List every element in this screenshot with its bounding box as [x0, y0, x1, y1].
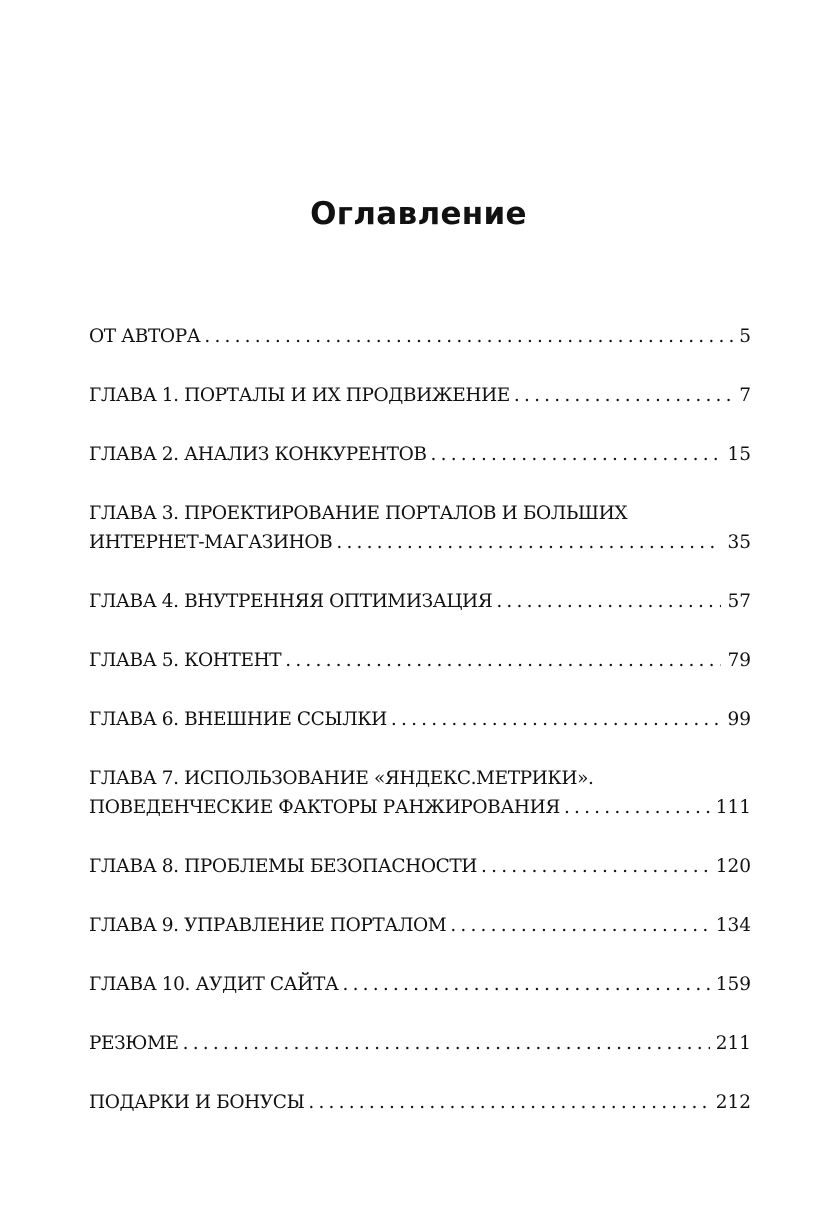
toc-entry[interactable] — [89, 764, 751, 822]
toc-page-number: 211 — [715, 1033, 751, 1054]
page-title: Оглавление — [310, 196, 527, 232]
toc-entry[interactable] — [89, 646, 751, 675]
toc-page-number: 15 — [727, 444, 751, 465]
dot-leader — [481, 852, 710, 881]
toc-entry-title: ПОВЕДЕНЧЕСКИЕ ФАКТОРЫ РАНЖИРОВАНИЯ — [89, 797, 560, 818]
dot-leader — [308, 1088, 709, 1117]
toc-page-number: 57 — [727, 591, 751, 612]
toc-page-number: 99 — [727, 709, 751, 730]
toc-entry-title: ПОДАРКИ И БОНУСЫ — [89, 1092, 305, 1113]
toc-entry[interactable] — [89, 705, 751, 734]
toc-entry-title: ОТ АВТОРА — [89, 326, 201, 347]
toc-entry[interactable] — [89, 587, 751, 616]
toc-entry[interactable] — [89, 1088, 751, 1117]
toc-entry[interactable] — [89, 1029, 751, 1058]
toc-entry-title: ГЛАВА 9. УПРАВЛЕНИЕ ПОРТАЛОМ — [89, 915, 447, 936]
toc-entry-title: ГЛАВА 8. ПРОБЛЕМЫ БЕЗОПАСНОСТИ — [89, 856, 478, 877]
toc-entry[interactable] — [89, 440, 751, 469]
dot-leader — [183, 1029, 710, 1058]
dot-leader — [336, 528, 721, 557]
toc-entry[interactable] — [89, 911, 751, 940]
toc-entry-title: ГЛАВА 4. ВНУТРЕННЯЯ ОПТИМИЗАЦИЯ — [89, 591, 493, 612]
toc-entry-title: ГЛАВА 2. АНАЛИЗ КОНКУРЕНТОВ — [89, 444, 427, 465]
toc-page-number: 159 — [715, 974, 751, 995]
toc-page-number: 212 — [715, 1092, 751, 1113]
toc-entry-title-line: ГЛАВА 7. ИСПОЛЬЗОВАНИЕ «ЯНДЕКС.МЕТРИКИ». — [89, 768, 594, 789]
toc-page-number: 79 — [727, 650, 751, 671]
toc-entry-title: РЕЗЮМЕ — [89, 1033, 179, 1054]
dot-leader — [514, 381, 733, 410]
dot-leader — [391, 705, 722, 734]
toc-entry-title: ИНТЕРНЕТ-МАГАЗИНОВ — [89, 532, 333, 553]
toc-page-number: 134 — [715, 915, 751, 936]
toc-entry-title: ГЛАВА 1. ПОРТАЛЫ И ИХ ПРОДВИЖЕНИЕ — [89, 385, 510, 406]
toc-entry[interactable] — [89, 381, 751, 410]
dot-leader — [431, 440, 722, 469]
dot-leader — [450, 911, 709, 940]
dot-leader — [285, 646, 721, 675]
toc-page-number: 111 — [715, 797, 751, 818]
toc-page-number: 120 — [715, 856, 751, 877]
dot-leader — [343, 970, 710, 999]
toc-entry-title: ГЛАВА 5. КОНТЕНТ — [89, 650, 282, 671]
dot-leader — [204, 322, 733, 351]
dot-leader — [496, 587, 721, 616]
toc-entry-title-line: ГЛАВА 3. ПРОЕКТИРОВАНИЕ ПОРТАЛОВ И БОЛЬШИХ — [89, 503, 628, 524]
toc-entry[interactable] — [89, 499, 751, 557]
toc-entry[interactable] — [89, 970, 751, 999]
toc-entry-title: ГЛАВА 6. ВНЕШНИЕ ССЫЛКИ — [89, 709, 387, 730]
dot-leader — [564, 793, 710, 822]
toc-page-number: 35 — [727, 532, 751, 553]
toc-page-number: 5 — [739, 326, 751, 347]
toc-entry[interactable] — [89, 322, 751, 351]
toc-entry-title: ГЛАВА 10. АУДИТ САЙТА — [89, 974, 339, 995]
toc-page-number: 7 — [739, 385, 751, 406]
toc-entry[interactable] — [89, 852, 751, 881]
